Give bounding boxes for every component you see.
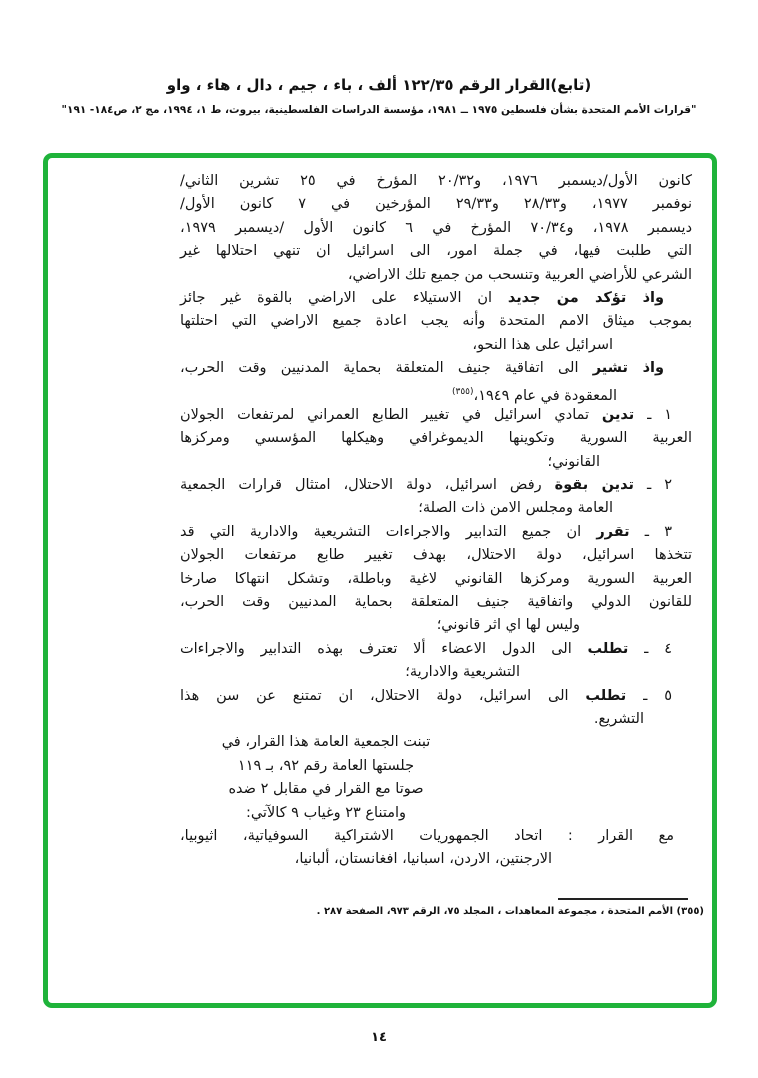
text-line: كانون الأول/ديسمبر ١٩٧٦، و٢٠/٣٢ المؤرخ في ٢٥ تشرين الثاني/ [180,173,692,189]
footnote-block [280,898,704,917]
text-line: ديسمبر ١٩٧٨، و٧٠/٣٤ المؤرخ في ٦ كانون الأول /ديسمبر ١٩٧٩، [180,219,693,236]
text-line: مع القرار : اتحاد الجمهوريات الاشتراكية السوفياتية، اثيوبيا، [180,827,674,844]
text-line: التشريعية والادارية؛ [405,664,520,681]
text-line: جلستها العامة رقم ٩٢، بـ ١١٩ [237,757,415,774]
page-number: ١٤ [371,1030,387,1045]
text-line: وليس لها اي اثر قانوني؛ [436,617,580,634]
text-line: ٢ ـ تدين بقوة رفض اسرائيل، دولة الاحتلال، امتثال قرارات الجمعية [180,477,672,494]
text-line: ٣ ـ تقرر ان جميع التدابير والاجراءات التشريعية والادارية التي قد [180,523,673,540]
text-line: نوفمبر ١٩٧٧، و٢٨/٣٣ و٢٩/٣٣ المؤرخين في ٧ كانون الأول/ [180,196,693,213]
resolution-header-title: (تابع)القرار الرقم ١٢٢/٣٥ ألف ، باء ، جيم ، دال ، هاء ، واو [166,76,592,94]
text-line: التي طلبت فيها، في جملة امور، الى اسرائيل ان تنهي احتلالها غير [180,243,692,260]
text-line: صوتا مع القرار في مقابل ٢ ضده [228,781,424,798]
source-citation-line: "قرارات الأمم المتحدة بشأن فلسطين ١٩٧٥ ــ ١٩٨١، مؤسسة الدراسات الفلسطينية، بيروت، ط ١، ١٩٩٤، مج ٢، ص١٨٤- ١٩١" [61,104,697,116]
text-line: واذ تشير الى اتفاقية جنيف المتعلقة بحماية المدنيين وقت الحرب، [180,360,664,377]
text-line: ٥ ـ تطلب الى اسرائيل، دولة الاحتلال، ان تمتنع عن سن هذا [180,687,672,704]
text-line: واذ تؤكد من جديد ان الاستيلاء على الاراضي بالقوة غير جائز [180,289,665,306]
text-line: تتخذها اسرائيل، دولة الاحتلال، بهدف تغيير طابع مرتفعات الجولان [180,547,692,564]
footnote-text: (٣٥٥) الأمم المتحدة ، مجموعة المعاهدات ، المجلد ٧٥، الرقم ٩٧٣، الصفحة ٢٨٧ . [316,906,704,917]
text-line: العربية السورية وتكوينها الديموغرافي وهيكلها المؤسسي ومركزها [180,430,692,447]
text-line: تبنت الجمعية العامة هذا القرار، في [221,734,431,751]
text-line: العربية السورية ومركزها القانوني لاغية وباطلة، وتشكل انتهاكا صارخا [180,570,692,587]
text-line: القانوني؛ [547,453,600,470]
text-line: الارجنتين، الاردن، اسبانيا، افغانستان، ألبانيا، [294,851,552,868]
resolution-text-column [180,170,692,872]
text-line: ١ ـ تدين تمادي اسرائيل في تغيير الطابع العمراني لمرتفعات الجولان [180,406,672,423]
text-line: اسرائيل على هذا النحو، [472,336,613,353]
text-line: وامتناع ٢٣ وغياب ٩ كالآتي: [245,804,407,821]
text-line: المعقودة في عام ١٩٤٩،$^{(٣٥٥)}$ [452,386,617,404]
text-line: للقانون الدولي واتفاقية جنيف المتعلقة بحماية المدنيين وقت الحرب، [180,594,692,611]
text-line: العامة ومجلس الامن ذات الصلة؛ [418,500,613,517]
text-line: الشرعي للأراضي العربية وتنسحب من جميع تلك الاراضي، [347,266,692,283]
text-line: بموجب ميثاق الامم المتحدة وأنه يجب اعادة جميع الاراضي التي احتلتها [180,313,692,330]
text-line: ٤ ـ تطلب الى الدول الاعضاء ألا تعترف بهذه التدابير والاجراءات [180,640,672,657]
footnote-separator [558,898,688,900]
text-line: التشريع. [593,710,644,727]
